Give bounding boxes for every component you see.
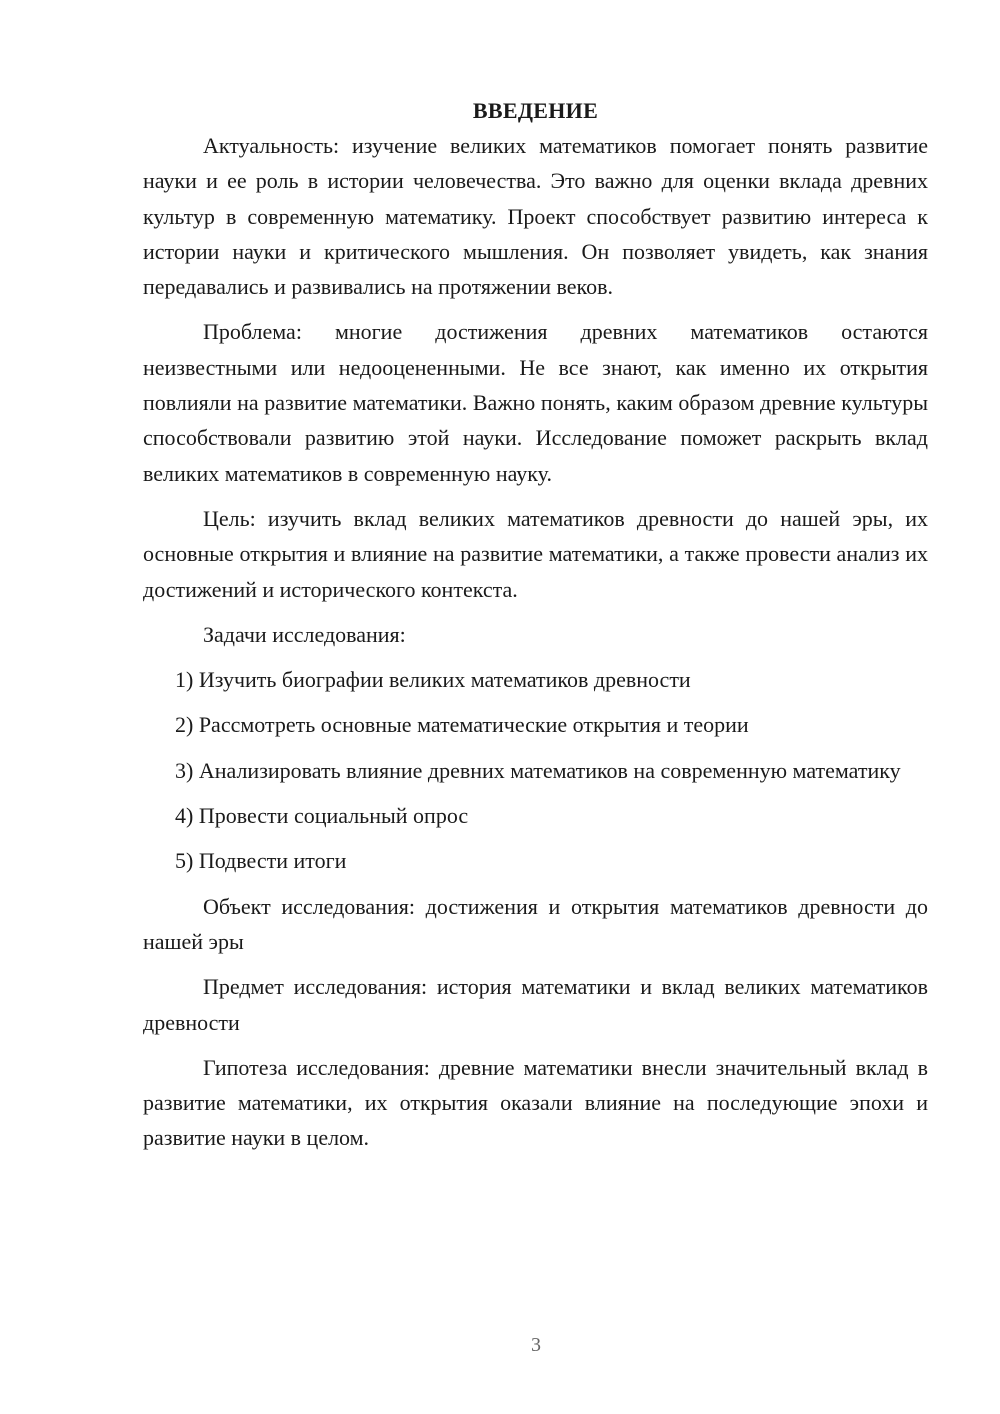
subject-paragraph: Предмет исследования: история математики и вклад великих математиков древности [143,974,928,1035]
problem-paragraph: Проблема: многие достижения древних математиков остаются неизвестными или недооцененными. Не все знают, как именно их открытия повлияли на развитие математики. Важно понять, каким образом древние культуры способствовали развитию этой науки. Исследование поможет раскрыть вклад великих математиков в современную науку. [143,319,928,486]
tasks-heading: Задачи исследования: [203,621,406,647]
page-title: ВВЕДЕНИЕ [472,98,599,123]
task-item-4: 4) Провести социальный опрос [175,803,469,829]
document-page [143,96,928,1166]
object-paragraph: Объект исследования: достижения и открытия математиков древности до нашей эры [143,893,928,954]
relevance-paragraph: Актуальность: изучение великих математиков помогает понять развитие науки и ее роль в истории человечества. Это важно для оценки вклада древних культур в современную математику. Проект способствует развитию интереса к истории науки и критического мышления. Он позволяет увидеть, как знания передавались и развивались на протяжении веков. [143,133,928,300]
task-item-1: 1) Изучить биографии великих математиков древности [175,667,691,693]
goal-paragraph: Цель: изучить вклад великих математиков древности до нашей эры, их основные открытия и влияние на развитие математики, а также провести анализ их достижений и исторического контекста. [143,505,928,602]
page-number: 3 [531,1334,541,1356]
task-item-5: 5) Подвести итоги [175,848,347,874]
task-item-3: 3) Анализировать влияние древних математиков на современную математику [175,757,901,783]
hypothesis-paragraph: Гипотеза исследования: древние математики внесли значительный вклад в развитие математики, их открытия оказали влияние на последующие эпохи и развитие науки в целом. [143,1054,928,1151]
task-item-2: 2) Рассмотреть основные математические открытия и теории [175,712,749,738]
